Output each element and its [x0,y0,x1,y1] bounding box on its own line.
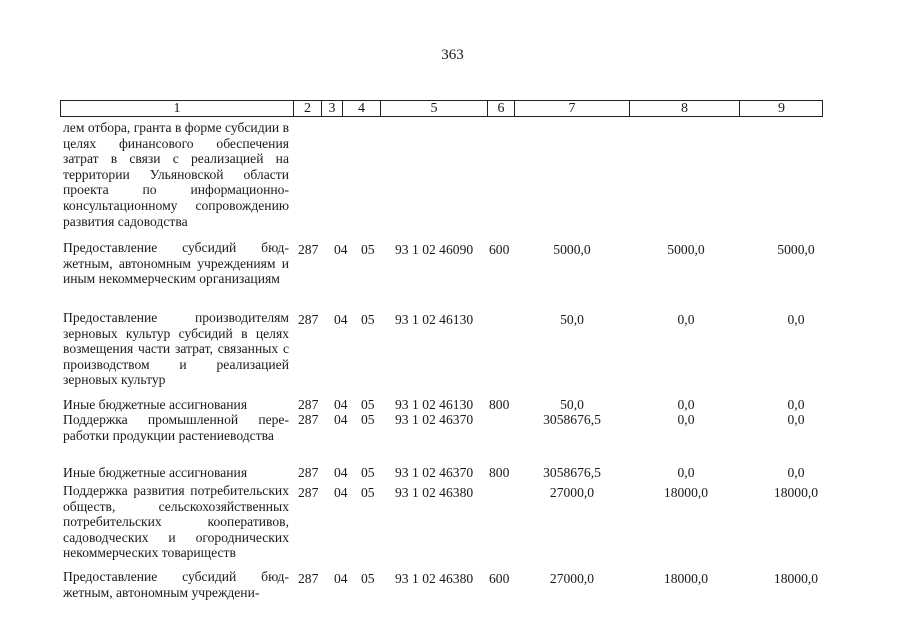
cell-col-7: 3058676,5 [543,465,601,480]
cell-col-5: 93 1 02 46370 [395,465,474,480]
cell-col-8: 0,0 [677,412,695,427]
cell-col-2: 287 [298,485,319,500]
cell-col-6: 600 [489,242,510,257]
cell-col-5: 93 1 02 46130 [395,397,474,412]
cell-col-9: 5000,0 [777,242,815,257]
header-col-3: 3 [321,101,342,116]
table-header-row [60,100,823,117]
cell-col-4: 05 [361,412,375,427]
cell-col-4: 05 [361,397,375,412]
cell-col-3: 04 [334,397,348,412]
cell-col-8: 0,0 [677,465,695,480]
cell-col-8: 0,0 [677,397,695,412]
page-number: 363 [441,47,464,63]
cell-col-7: 50,0 [560,312,584,327]
cell-col-6: 800 [489,397,510,412]
cell-col-5: 93 1 02 46380 [395,485,474,500]
cell-col-4: 05 [361,485,375,500]
cell-col-7: 50,0 [560,397,584,412]
cell-col-2: 287 [298,397,319,412]
cell-col-4: 05 [361,312,375,327]
cell-col-6: 600 [489,571,510,586]
header-col-4: 4 [342,101,380,116]
cell-col-2: 287 [298,242,319,257]
table-row-description: Иные бюджетные ассигнования [63,465,248,480]
cell-col-8: 0,0 [677,312,695,327]
header-col-1: 1 [173,101,181,116]
cell-col-3: 04 [334,412,348,427]
cell-col-3: 04 [334,465,348,480]
cell-col-8: 5000,0 [667,242,705,257]
cell-col-9: 0,0 [787,412,805,427]
header-col-6: 6 [487,101,514,116]
cell-col-9: 0,0 [787,465,805,480]
cell-col-5: 93 1 02 46090 [395,242,474,257]
cell-col-9: 18000,0 [773,571,819,586]
cell-col-5: 93 1 02 46370 [395,412,474,427]
cell-col-6: 800 [489,465,510,480]
cell-col-7: 5000,0 [553,242,591,257]
cell-col-5: 93 1 02 46130 [395,312,474,327]
table-row-description: Предоставление производителям зерновых культур субсидий в целях возмещения части затрат, связанных с производством и реализацией зерновых культур [63,310,289,388]
cell-col-4: 05 [361,242,375,257]
table-row-description: Поддержка развития потребительских обществ, сельскохозяйственных потребительских кооперативов, садоводческих и огороднических некоммерческих товариществ [63,483,289,561]
table-row-description: лем отбора, гранта в форме субсидии в целях финансового обеспечения затрат в связи с реализацией на территории Ульяновской области проекта по информационно-консультационному сопровождению развития садоводства [63,120,289,229]
header-col-5: 5 [380,101,487,116]
table-row-description: Поддержка промышленной переработки продукции растениеводства [63,412,289,443]
table-row-description: Иные бюджетные ассигнования [63,397,248,412]
header-col-9: 9 [739,101,823,116]
cell-col-9: 18000,0 [773,485,819,500]
cell-col-2: 287 [298,412,319,427]
cell-col-9: 0,0 [787,312,805,327]
table-row-description: Предоставление субсидий бюджетным, автономным учреждени- [63,569,289,600]
cell-col-3: 04 [334,571,348,586]
cell-col-7: 27000,0 [549,571,595,586]
cell-col-4: 05 [361,571,375,586]
cell-col-2: 287 [298,312,319,327]
cell-col-2: 287 [298,571,319,586]
header-col-7: 7 [514,101,629,116]
header-col-2: 2 [293,101,321,116]
cell-col-2: 287 [298,465,319,480]
cell-col-9: 0,0 [787,397,805,412]
cell-col-7: 3058676,5 [543,412,601,427]
cell-col-8: 18000,0 [663,571,709,586]
cell-col-3: 04 [334,242,348,257]
cell-col-8: 18000,0 [663,485,709,500]
cell-col-4: 05 [361,465,375,480]
header-col-8: 8 [629,101,739,116]
table-row-description: Предоставление субсидий бюджетным, автономным учреждениям и иным некоммерческим организациям [63,240,289,287]
cell-col-7: 27000,0 [549,485,595,500]
cell-col-3: 04 [334,485,348,500]
cell-col-3: 04 [334,312,348,327]
cell-col-5: 93 1 02 46380 [395,571,474,586]
